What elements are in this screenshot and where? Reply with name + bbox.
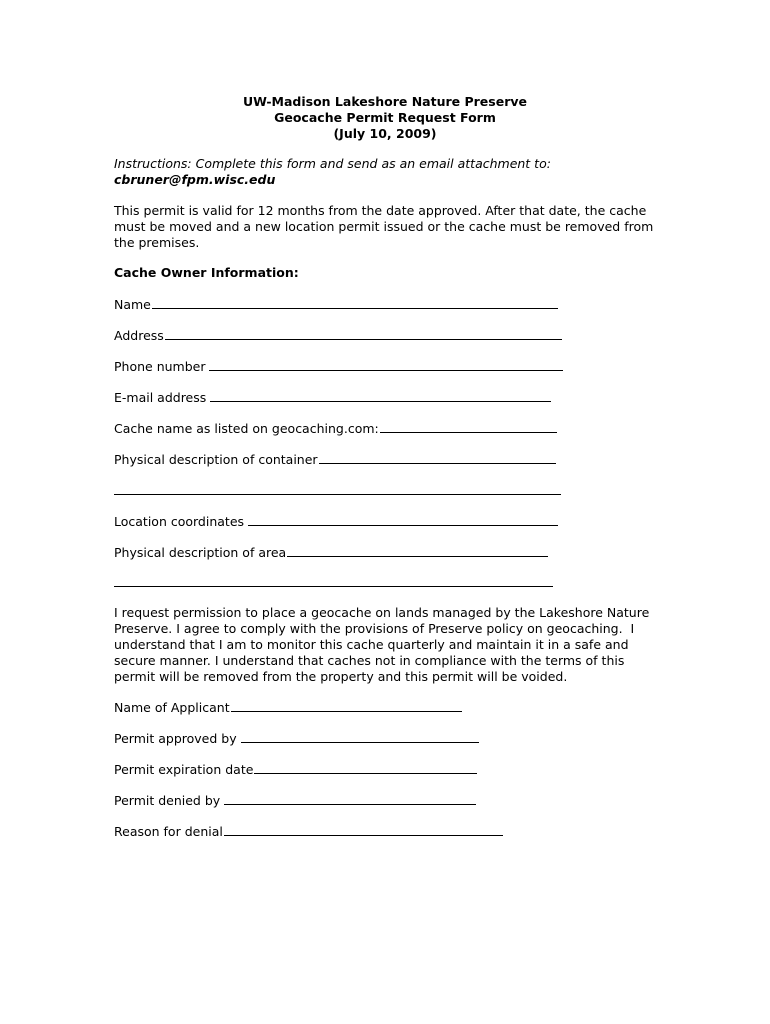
email-label: E-mail address <box>114 390 207 405</box>
cache-name-label: Cache name as listed on geocaching.com: <box>114 421 379 436</box>
cache-name-line[interactable] <box>380 420 557 433</box>
name-label: Name <box>114 297 151 312</box>
phone-label: Phone number <box>114 359 206 374</box>
form-title: UW-Madison Lakeshore Nature Preserve <box>242 94 527 109</box>
denial-reason-field <box>114 823 503 840</box>
container-label: Physical description of container <box>114 452 318 467</box>
denied-by-line[interactable] <box>224 792 476 805</box>
agreement-line: secure manner. I understand that caches not in compliance with the terms of this <box>114 653 625 668</box>
container-field <box>114 451 556 468</box>
agreement-line: understand that I am to monitor this cache quarterly and maintain it in a safe and <box>114 637 629 652</box>
agreement-line: I request permission to place a geocache on lands managed by the Lakeshore Nature <box>114 605 650 620</box>
coordinates-label: Location coordinates <box>114 514 245 529</box>
container-line[interactable] <box>319 451 556 464</box>
form-subtitle: Geocache Permit Request Form <box>274 110 496 125</box>
approved-by-field <box>114 730 479 747</box>
form-date: (July 10, 2009) <box>333 126 437 141</box>
phone-line[interactable] <box>209 358 563 371</box>
denied-by-field <box>114 792 476 809</box>
container-continuation-line[interactable] <box>114 494 561 495</box>
phone-field <box>114 358 563 375</box>
coordinates-field <box>114 513 558 530</box>
applicant-line[interactable] <box>231 699 462 712</box>
email-field <box>114 389 551 406</box>
address-field <box>114 327 562 344</box>
applicant-label: Name of Applicant <box>114 700 230 715</box>
address-line[interactable] <box>165 327 562 340</box>
agreement-line: permit will be removed from the property and this permit will be voided. <box>114 669 568 684</box>
coordinates-line[interactable] <box>248 513 558 526</box>
denied-by-label: Permit denied by <box>114 793 221 808</box>
address-label: Address <box>114 328 164 343</box>
email-line[interactable] <box>210 389 551 402</box>
area-continuation-line[interactable] <box>114 586 553 587</box>
name-line[interactable] <box>152 296 558 309</box>
validity-line: must be moved and a new location permit issued or the cache must be removed from <box>114 219 654 234</box>
instructions-email: cbruner@fpm.wisc.edu <box>114 172 276 187</box>
approved-by-label: Permit approved by <box>114 731 237 746</box>
applicant-field <box>114 699 462 716</box>
owner-section-heading: Cache Owner Information: <box>114 265 299 280</box>
name-field <box>114 296 558 313</box>
validity-line: This permit is valid for 12 months from the date approved. After that date, the cache <box>114 203 647 218</box>
cache-name-field <box>114 420 557 437</box>
agreement-line: Preserve. I agree to comply with the provisions of Preserve policy on geocaching. I <box>114 621 635 636</box>
denial-reason-line[interactable] <box>224 823 503 836</box>
expiration-line[interactable] <box>254 761 477 774</box>
denial-reason-label: Reason for denial <box>114 824 223 839</box>
expiration-label: Permit expiration date <box>114 762 254 777</box>
validity-line: the premises. <box>114 235 200 250</box>
expiration-field <box>114 761 477 778</box>
area-label: Physical description of area <box>114 545 287 560</box>
area-field <box>114 544 548 561</box>
area-line[interactable] <box>287 544 548 557</box>
approved-by-line[interactable] <box>241 730 479 743</box>
instructions-text: Instructions: Complete this form and send as an email attachment to: <box>114 156 551 171</box>
